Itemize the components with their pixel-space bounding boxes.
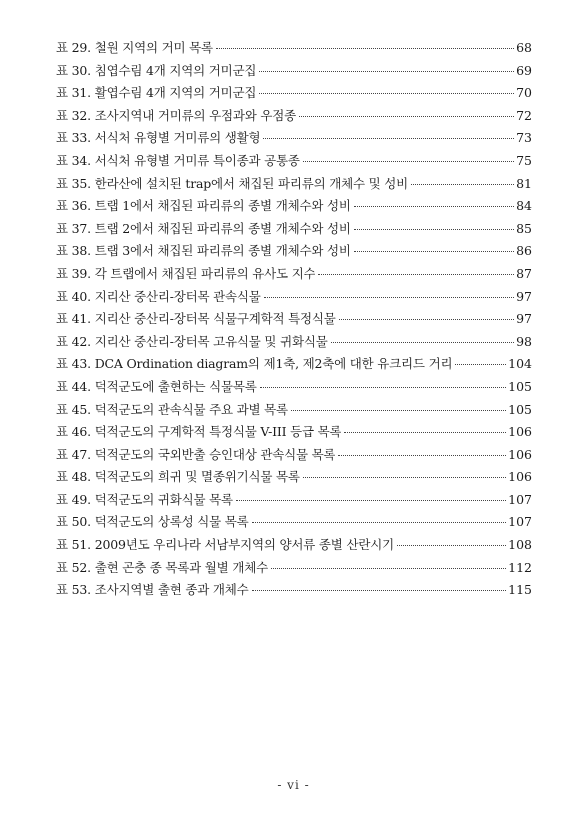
toc-entry[interactable] — [56, 376, 532, 399]
toc-entry-page: 104 — [508, 356, 532, 372]
toc-entry-page: 98 — [516, 333, 532, 349]
toc-entry-page: 105 — [508, 401, 532, 417]
toc-entry-title: 표 34. 서식처 유형별 거미류 특이종과 공통종 — [56, 152, 300, 168]
toc-entry[interactable] — [56, 195, 532, 218]
toc-entry-title: 표 30. 침엽수림 4개 지역의 거미군집 — [56, 62, 257, 78]
toc-entry-page: 108 — [508, 537, 532, 553]
toc-entry-page: 69 — [516, 62, 532, 78]
toc-entry-title: 표 45. 덕적군도의 관속식물 주요 과별 목록 — [56, 401, 288, 417]
toc-entry-title: 표 41. 지리산 중산리-장터목 식물구계학적 특정식물 — [56, 311, 336, 327]
table-of-contents — [56, 37, 532, 602]
toc-entry[interactable] — [56, 105, 532, 128]
dot-leader — [318, 274, 514, 275]
toc-entry[interactable] — [56, 421, 532, 444]
toc-entry-title: 표 52. 출현 곤충 종 목록과 월별 개체수 — [56, 559, 268, 575]
toc-entry[interactable] — [56, 82, 532, 105]
dot-leader — [344, 432, 506, 433]
toc-entry-page: 72 — [516, 107, 532, 123]
dot-leader — [354, 206, 514, 207]
dot-leader — [303, 477, 506, 478]
toc-entry-title: 표 33. 서식처 유형별 거미류의 생활형 — [56, 130, 261, 146]
toc-entry[interactable] — [56, 308, 532, 331]
toc-entry-title: 표 46. 덕적군도의 구계학적 특정식물 V-III 등급 목록 — [56, 424, 342, 440]
toc-entry-page: 97 — [516, 288, 532, 304]
toc-entry[interactable] — [56, 240, 532, 263]
toc-entry-title: 표 35. 한라산에 설치된 trap에서 채집된 파리류의 개체수 및 성비 — [56, 175, 409, 191]
toc-entry[interactable] — [56, 286, 532, 309]
toc-entry[interactable] — [56, 466, 532, 489]
toc-entry[interactable] — [56, 331, 532, 354]
dot-leader — [411, 184, 514, 185]
toc-entry-page: 106 — [508, 424, 532, 440]
toc-entry-page: 115 — [508, 582, 532, 598]
toc-entry-title: 표 29. 철원 지역의 거미 목록 — [56, 40, 213, 55]
toc-entry-page: 107 — [508, 491, 532, 507]
dot-leader — [338, 455, 506, 456]
toc-entry-title: 표 37. 트랩 2에서 채집된 파리류의 종별 개체수와 성비 — [56, 220, 351, 236]
toc-entry-title: 표 48. 덕적군도의 희귀 및 멸종위기식물 목록 — [56, 469, 300, 485]
toc-entry-title: 표 47. 덕적군도의 국외반출 승인대상 관속식물 목록 — [56, 446, 336, 462]
toc-entry-page: 84 — [516, 198, 532, 214]
toc-entry[interactable] — [56, 173, 532, 196]
dot-leader — [259, 71, 514, 72]
toc-entry-page: 106 — [508, 469, 532, 485]
dot-leader — [264, 297, 514, 298]
toc-entry-title: 표 39. 각 트랩에서 채집된 파리류의 유사도 지수 — [56, 265, 316, 281]
dot-leader — [271, 568, 506, 569]
dot-leader — [354, 251, 514, 252]
dot-leader — [299, 116, 514, 117]
toc-entry-title: 표 42. 지리산 중산리-장터목 고유식물 및 귀화식물 — [56, 333, 328, 349]
toc-entry[interactable] — [56, 534, 532, 557]
dot-leader — [260, 387, 507, 388]
toc-entry-title: 표 49. 덕적군도의 귀화식물 목록 — [56, 491, 233, 507]
toc-entry-title: 표 32. 조사지역내 거미류의 우점과와 우점종 — [56, 107, 297, 123]
toc-entry-title: 표 43. DCA Ordination diagram의 제1축, 제2축에 대한 유크리드 거리 — [56, 356, 453, 372]
dot-leader — [303, 161, 514, 162]
toc-entry[interactable] — [56, 37, 532, 60]
toc-entry[interactable] — [56, 60, 532, 83]
toc-entry[interactable] — [56, 353, 532, 376]
dot-leader — [331, 342, 515, 343]
toc-entry[interactable] — [56, 399, 532, 422]
toc-entry-page: 73 — [516, 130, 532, 146]
dot-leader — [263, 138, 514, 139]
toc-entry-page: 105 — [508, 378, 532, 394]
toc-entry-page: 68 — [516, 40, 532, 55]
toc-entry-page: 106 — [508, 446, 532, 462]
toc-entry[interactable] — [56, 127, 532, 150]
toc-entry-title: 표 51. 2009년도 우리나라 서남부지역의 양서류 종별 산란시기 — [56, 537, 394, 553]
toc-entry-page: 97 — [516, 311, 532, 327]
dot-leader — [252, 590, 507, 591]
dot-leader — [339, 319, 514, 320]
dot-leader — [455, 364, 506, 365]
toc-entry-page: 85 — [516, 220, 532, 236]
toc-entry-page: 107 — [508, 514, 532, 530]
toc-entry-title: 표 40. 지리산 중산리-장터목 관속식물 — [56, 288, 261, 304]
toc-entry-page: 75 — [516, 152, 532, 168]
toc-entry[interactable] — [56, 557, 532, 580]
toc-entry[interactable] — [56, 489, 532, 512]
dot-leader — [397, 545, 506, 546]
toc-entry-page: 81 — [516, 175, 532, 191]
toc-entry[interactable] — [56, 263, 532, 286]
toc-entry-title: 표 53. 조사지역별 출현 종과 개체수 — [56, 582, 249, 598]
toc-entry[interactable] — [56, 150, 532, 173]
page-number: - vi - — [277, 778, 310, 792]
dot-leader — [252, 522, 507, 523]
toc-entry[interactable] — [56, 511, 532, 534]
toc-entry-page: 112 — [508, 559, 532, 575]
toc-entry-page: 86 — [516, 243, 532, 259]
dot-leader — [236, 500, 506, 501]
dot-leader — [291, 410, 506, 411]
toc-entry-title: 표 36. 트랩 1에서 채집된 파리류의 종별 개체수와 성비 — [56, 198, 351, 214]
toc-entry-title: 표 31. 활엽수림 4개 지역의 거미군집 — [56, 85, 257, 101]
toc-entry-title: 표 38. 트랩 3에서 채집된 파리류의 종별 개체수와 성비 — [56, 243, 351, 259]
dot-leader — [216, 48, 514, 49]
dot-leader — [354, 229, 514, 230]
toc-entry-page: 87 — [516, 265, 532, 281]
dot-leader — [259, 93, 514, 94]
toc-entry-page: 70 — [516, 85, 532, 101]
toc-entry[interactable] — [56, 579, 532, 602]
toc-entry-title: 표 50. 덕적군도의 상록성 식물 목록 — [56, 514, 249, 530]
toc-entry[interactable] — [56, 444, 532, 467]
toc-entry-title: 표 44. 덕적군도에 출현하는 식물목록 — [56, 378, 257, 394]
toc-entry[interactable] — [56, 218, 532, 241]
